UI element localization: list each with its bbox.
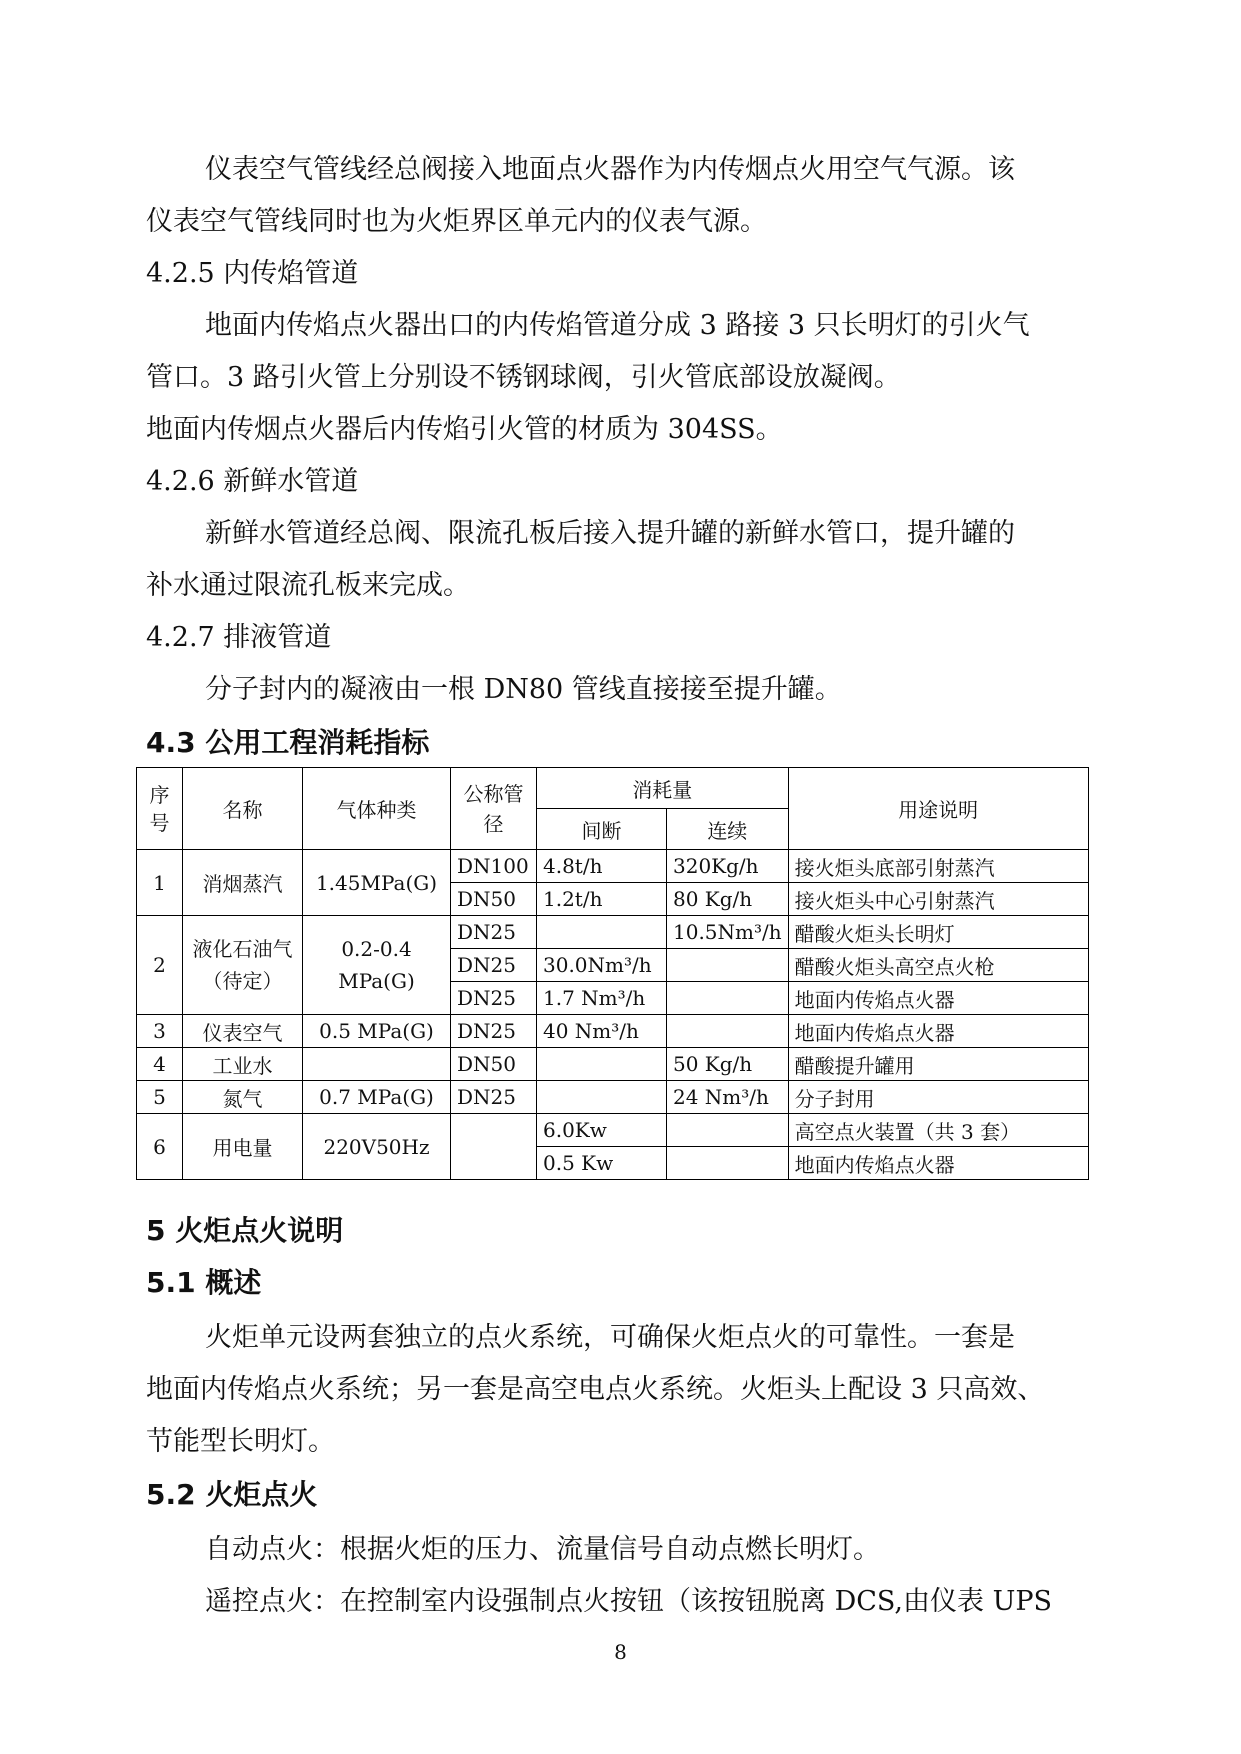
cell-intermittent: 6.0Kw bbox=[537, 1114, 667, 1147]
cell-name: 消烟蒸汽 bbox=[183, 850, 303, 916]
section-heading-4-3: 4.3 公用工程消耗指标 bbox=[146, 726, 430, 759]
cell-continuous bbox=[667, 1147, 789, 1180]
cell-usage: 高空点火装置（共 3 套） bbox=[788, 1114, 1088, 1147]
header-seq: 序号 bbox=[137, 768, 183, 850]
cell-intermittent: 30.0Nm³/h bbox=[537, 949, 667, 982]
cell-continuous: 320Kg/h bbox=[667, 850, 789, 883]
cell-name: 液化石油气（待定） bbox=[183, 916, 303, 1015]
cell-continuous bbox=[667, 1114, 789, 1147]
cell-intermittent: 40 Nm³/h bbox=[537, 1015, 667, 1048]
cell-usage: 醋酸火炬头长明灯 bbox=[788, 916, 1088, 949]
cell-continuous: 50 Kg/h bbox=[667, 1048, 789, 1081]
cell-seq: 1 bbox=[137, 850, 183, 916]
cell-usage: 地面内传焰点火器 bbox=[788, 1147, 1088, 1180]
header-usage: 用途说明 bbox=[788, 768, 1088, 850]
section-heading-5: 5 火炬点火说明 bbox=[146, 1214, 344, 1247]
cell-gas: 0.7 MPa(G) bbox=[303, 1081, 451, 1114]
header-nominal-diameter: 公称管径 bbox=[451, 768, 537, 850]
paragraph-line: 遥控点火：在控制室内设强制点火按钮（该按钮脱离 DCS,由仪表 UPS bbox=[205, 1586, 1053, 1617]
cell-usage: 分子封用 bbox=[788, 1081, 1088, 1114]
paragraph-line: 新鲜水管道经总阀、限流孔板后接入提升罐的新鲜水管口，提升罐的 bbox=[205, 518, 1015, 549]
cell-dn bbox=[451, 1114, 537, 1180]
cell-seq: 6 bbox=[137, 1114, 183, 1180]
cell-usage: 接火炬头中心引射蒸汽 bbox=[788, 883, 1088, 916]
cell-seq: 2 bbox=[137, 916, 183, 1015]
cell-name: 用电量 bbox=[183, 1114, 303, 1180]
cell-seq: 4 bbox=[137, 1048, 183, 1081]
cell-intermittent bbox=[537, 1048, 667, 1081]
page-number: 8 bbox=[614, 1640, 627, 1664]
cell-intermittent bbox=[537, 916, 667, 949]
cell-intermittent: 1.2t/h bbox=[537, 883, 667, 916]
cell-continuous bbox=[667, 982, 789, 1015]
paragraph-line: 分子封内的凝液由一根 DN80 管线直接接至提升罐。 bbox=[205, 674, 842, 705]
cell-usage: 接火炬头底部引射蒸汽 bbox=[788, 850, 1088, 883]
paragraph-line: 补水通过限流孔板来完成。 bbox=[146, 570, 470, 601]
cell-dn: DN100 bbox=[451, 850, 537, 883]
subsection-heading-4-2-5: 4.2.5 内传焰管道 bbox=[146, 258, 359, 289]
cell-dn: DN25 bbox=[451, 1015, 537, 1048]
cell-gas: 1.45MPa(G) bbox=[303, 850, 451, 916]
cell-usage: 醋酸火炬头高空点火枪 bbox=[788, 949, 1088, 982]
cell-continuous bbox=[667, 949, 789, 982]
header-gas-type: 气体种类 bbox=[303, 768, 451, 850]
cell-intermittent: 4.8t/h bbox=[537, 850, 667, 883]
cell-continuous bbox=[667, 1015, 789, 1048]
header-consumption: 消耗量 bbox=[537, 768, 789, 809]
cell-dn: DN50 bbox=[451, 1048, 537, 1081]
cell-dn: DN25 bbox=[451, 949, 537, 982]
paragraph-line: 管口。3 路引火管上分别设不锈钢球阀，引火管底部设放凝阀。 bbox=[146, 362, 901, 393]
header-name: 名称 bbox=[183, 768, 303, 850]
section-heading-5-1: 5.1 概述 bbox=[146, 1266, 262, 1299]
cell-continuous: 10.5Nm³/h bbox=[667, 916, 789, 949]
utility-consumption-table bbox=[136, 767, 1089, 1180]
paragraph-line: 地面内传焰点火系统；另一套是高空电点火系统。火炬头上配设 3 只高效、 bbox=[146, 1374, 1045, 1405]
cell-intermittent: 0.5 Kw bbox=[537, 1147, 667, 1180]
cell-dn: DN50 bbox=[451, 883, 537, 916]
paragraph-line: 地面内传烟点火器后内传焰引火管的材质为 304SS。 bbox=[146, 414, 783, 445]
paragraph-line: 仪表空气管线经总阀接入地面点火器作为内传烟点火用空气气源。该 bbox=[205, 154, 1015, 185]
cell-dn: DN25 bbox=[451, 1081, 537, 1114]
header-continuous: 连续 bbox=[667, 809, 789, 850]
cell-name: 工业水 bbox=[183, 1048, 303, 1081]
cell-gas: 220V50Hz bbox=[303, 1114, 451, 1180]
cell-seq: 5 bbox=[137, 1081, 183, 1114]
paragraph-line: 节能型长明灯。 bbox=[146, 1426, 335, 1457]
subsection-heading-4-2-7: 4.2.7 排液管道 bbox=[146, 622, 332, 653]
cell-dn: DN25 bbox=[451, 982, 537, 1015]
cell-gas: 0.2-0.4 MPa(G) bbox=[303, 916, 451, 1015]
cell-name: 仪表空气 bbox=[183, 1015, 303, 1048]
cell-gas bbox=[303, 1048, 451, 1081]
paragraph-line: 仪表空气管线同时也为火炬界区单元内的仪表气源。 bbox=[146, 206, 767, 237]
cell-intermittent: 1.7 Nm³/h bbox=[537, 982, 667, 1015]
paragraph-line: 自动点火：根据火炬的压力、流量信号自动点燃长明灯。 bbox=[205, 1534, 880, 1565]
subsection-heading-4-2-6: 4.2.6 新鲜水管道 bbox=[146, 466, 359, 497]
cell-usage: 醋酸提升罐用 bbox=[788, 1048, 1088, 1081]
cell-continuous: 80 Kg/h bbox=[667, 883, 789, 916]
cell-seq: 3 bbox=[137, 1015, 183, 1048]
cell-name: 氮气 bbox=[183, 1081, 303, 1114]
cell-intermittent bbox=[537, 1081, 667, 1114]
header-intermittent: 间断 bbox=[537, 809, 667, 850]
paragraph-line: 地面内传焰点火器出口的内传焰管道分成 3 路接 3 只长明灯的引火气 bbox=[205, 310, 1030, 341]
cell-dn: DN25 bbox=[451, 916, 537, 949]
cell-continuous: 24 Nm³/h bbox=[667, 1081, 789, 1114]
cell-gas: 0.5 MPa(G) bbox=[303, 1015, 451, 1048]
cell-usage: 地面内传焰点火器 bbox=[788, 982, 1088, 1015]
section-heading-5-2: 5.2 火炬点火 bbox=[146, 1478, 318, 1511]
cell-usage: 地面内传焰点火器 bbox=[788, 1015, 1088, 1048]
paragraph-line: 火炬单元设两套独立的点火系统，可确保火炬点火的可靠性。一套是 bbox=[205, 1322, 1015, 1353]
